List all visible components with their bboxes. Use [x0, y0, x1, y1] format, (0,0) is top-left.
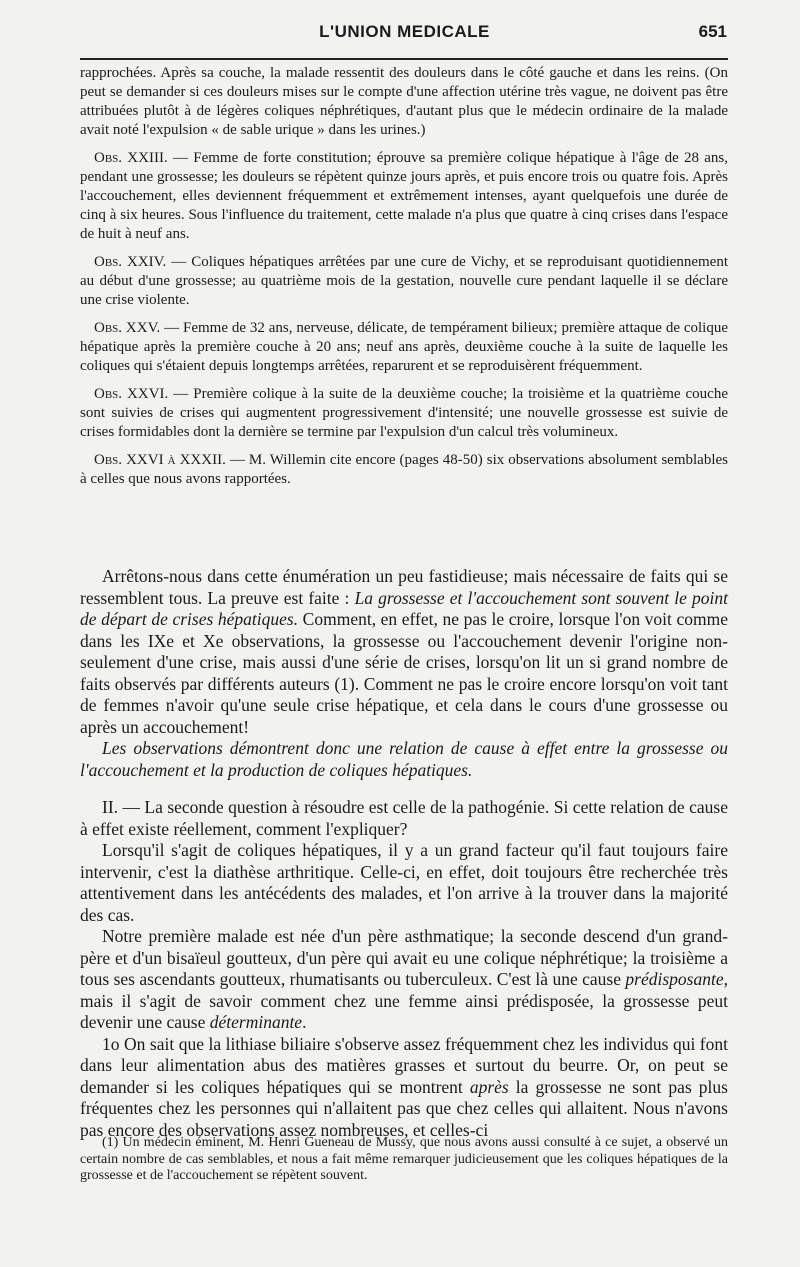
observation-label: Obs. XXVI à XXXII.	[94, 452, 226, 468]
observation-text: rapprochées. Après sa couche, la malade ressentit des douleurs dans le côté gauche et dans les reins. (On peut se demander si ces douleurs mises sur le compte d'une affection utérine très vague, ne doivent pas être attribuées plutôt à de légères coliques néphrétiques, d'autant plus que le médecin ordinaire de la malade avait noté l'expulsion « de sable urique » dans les urines.)	[80, 65, 728, 138]
emphasis-run: La grossesse et l'accouchement sont souvent le point de départ de crises hépatiques.	[80, 587, 728, 629]
text-run: Arrêtons-nous dans cette énumération un peu fastidieuse; mais nécessaire de faits qui se ressemblent tous. La preuve est faite :	[80, 566, 728, 608]
observation-continuation	[80, 64, 728, 140]
paragraph-section-ii	[80, 797, 728, 840]
text-run: 1o On sait que la lithiase biliaire s'observe assez fréquemment chez les individus qui font dans leur alimentation abus des matières grasses et surtout du beurre. Or, on peut se demander si les coliques hépatiques qui se montrent	[80, 1033, 728, 1097]
text-run: Lorsqu'il s'agit de coliques hépatiques, il y a un grand facteur qu'il faut toujours faire intervenir, c'est la diathèse arthritique. Celle-ci, en effet, doit toujours être recherchée très attentivement dans les antécédents des malades, et l'on arrive à la trouver dans la majorité des cas.	[80, 840, 728, 925]
emphasis-run: prédisposante	[625, 969, 724, 989]
page-header	[82, 22, 727, 52]
main-text	[80, 566, 728, 1141]
observation-label: Obs. XXIII.	[94, 150, 168, 166]
text-run: Comment, en effet, ne pas le croire, lorsque l'on voit comme dans les IXe et Xe observations, la grossesse ou l'accouchement devenir l'origine non-seulement d'une crise, mais aussi d'une série de crises, lorsqu'on lit un si grand nombre de faits observés par différents auteurs (1). Comment ne pas le croire encore lorsqu'on voit tant de femmes n'avoir qu'une seule crise hépatique, et cela dans le cours d'une grossesse ou après un accouchement!	[80, 609, 728, 737]
header-rule	[80, 58, 728, 60]
observation-xxvi-xxxii	[80, 451, 728, 489]
observation-label: Obs. XXIV.	[94, 254, 167, 270]
paragraph-lithiasis	[80, 1034, 728, 1142]
paragraph-arthritic-diathesis	[80, 840, 728, 926]
text-run: Notre première malade est née d'un père asthmatique; la seconde descend d'un grand-père et d'un bisaïeul goutteux, d'un père qui avait eu une colique néphrétique; la troisième a tous ses ascendants goutteux, rhumatisants ou tuberculeux. C'est là une cause	[80, 926, 728, 989]
paragraph-relation	[80, 738, 728, 781]
paragraph-conclusion	[80, 566, 728, 738]
observation-label: Obs. XXVI.	[94, 386, 169, 402]
observation-text: — M. Willemin cite encore (pages 48-50) six observations absolument semblables à celles que nous avons rapportées.	[80, 452, 728, 487]
observation-text: — Coliques hépatiques arrêtées par une cure de Vichy, et se reproduisant quotidiennement au début d'une grossesse; au quatrième mois de la gestation, nouvelle cure pendant laquelle il se déclare une crise violente.	[80, 254, 728, 308]
observation-xxiii	[80, 149, 728, 244]
emphasis-run: Les observations démontrent donc une relation de cause à effet entre la grossesse ou l'accouchement et la production de coliques hépatiques.	[80, 738, 728, 780]
text-run: .	[302, 1012, 307, 1032]
observation-xxv	[80, 319, 728, 376]
footnote-text: (1) Un médecin éminent, M. Henri Gueneau de Mussy, que nous avons aussi consulté à ce sujet, a observé un certain nombre de cas semblables, et nous a fait même remarquer judicieusement que les coliques hépatiques de la grossesse et de l'accouchement se répètent souvent.	[80, 1135, 728, 1183]
text-run: la grossesse ne sont pas plus fréquentes chez les personnes qui n'allaitent pas que chez celles qui allaitent. Nous n'avons pas encore des observations assez nombreuses, et celles-ci	[80, 1076, 728, 1140]
page-number: 651	[698, 22, 727, 41]
observation-text: — Femme de 32 ans, nerveuse, délicate, de tempérament bilieux; première attaque de colique hépatique après la première couche à 20 ans; neuf ans après, deuxième couche à la suite de laquelle les coliques qui s'étaient depuis longtemps arrêtées, reparurent et se reproduisèrent fréquemment.	[80, 320, 729, 374]
running-title: L'UNION MEDICALE	[319, 22, 490, 41]
observation-text: — Femme de forte constitution; éprouve sa première colique hépatique à l'âge de 28 ans, pendant une grossesse; les douleurs se répètent quinze jours après, et puis encore trois ou quatre fois. Après l'accouchement, elles deviennent fréquemment et extrêmement intenses, ayant quelquefois une durée de cinq à six heures. Sous l'influence du traitement, cette malade n'a plus que quatre à cinq crises dans l'espace de huit à neuf ans.	[80, 150, 729, 242]
observation-xxiv	[80, 253, 728, 310]
paragraph-patients	[80, 926, 728, 1034]
footnote	[80, 1135, 728, 1185]
emphasis-run: déterminante	[209, 1012, 303, 1032]
observations-block	[80, 64, 728, 489]
observation-text: — Première colique à la suite de la deuxième couche; la troisième et la quatrième couche sont suivies de crises qui augmentent progressivement d'intensité; une nouvelle grossesse est suivie de crises formidables dont la dernière se termine par l'expulsion d'un calcul très volumineux.	[80, 386, 728, 440]
observation-xxvi	[80, 385, 728, 442]
text-run: II. — La seconde question à résoudre est celle de la pathogénie. Si cette relation de cause à effet existe réellement, comment l'expliquer?	[80, 797, 728, 839]
emphasis-run: après	[469, 1076, 509, 1097]
text-run: , mais il s'agit de savoir comment chez une femme ainsi prédisposée, la grossesse peut devenir une cause	[80, 969, 728, 1032]
observation-label: Obs. XXV.	[94, 320, 161, 336]
